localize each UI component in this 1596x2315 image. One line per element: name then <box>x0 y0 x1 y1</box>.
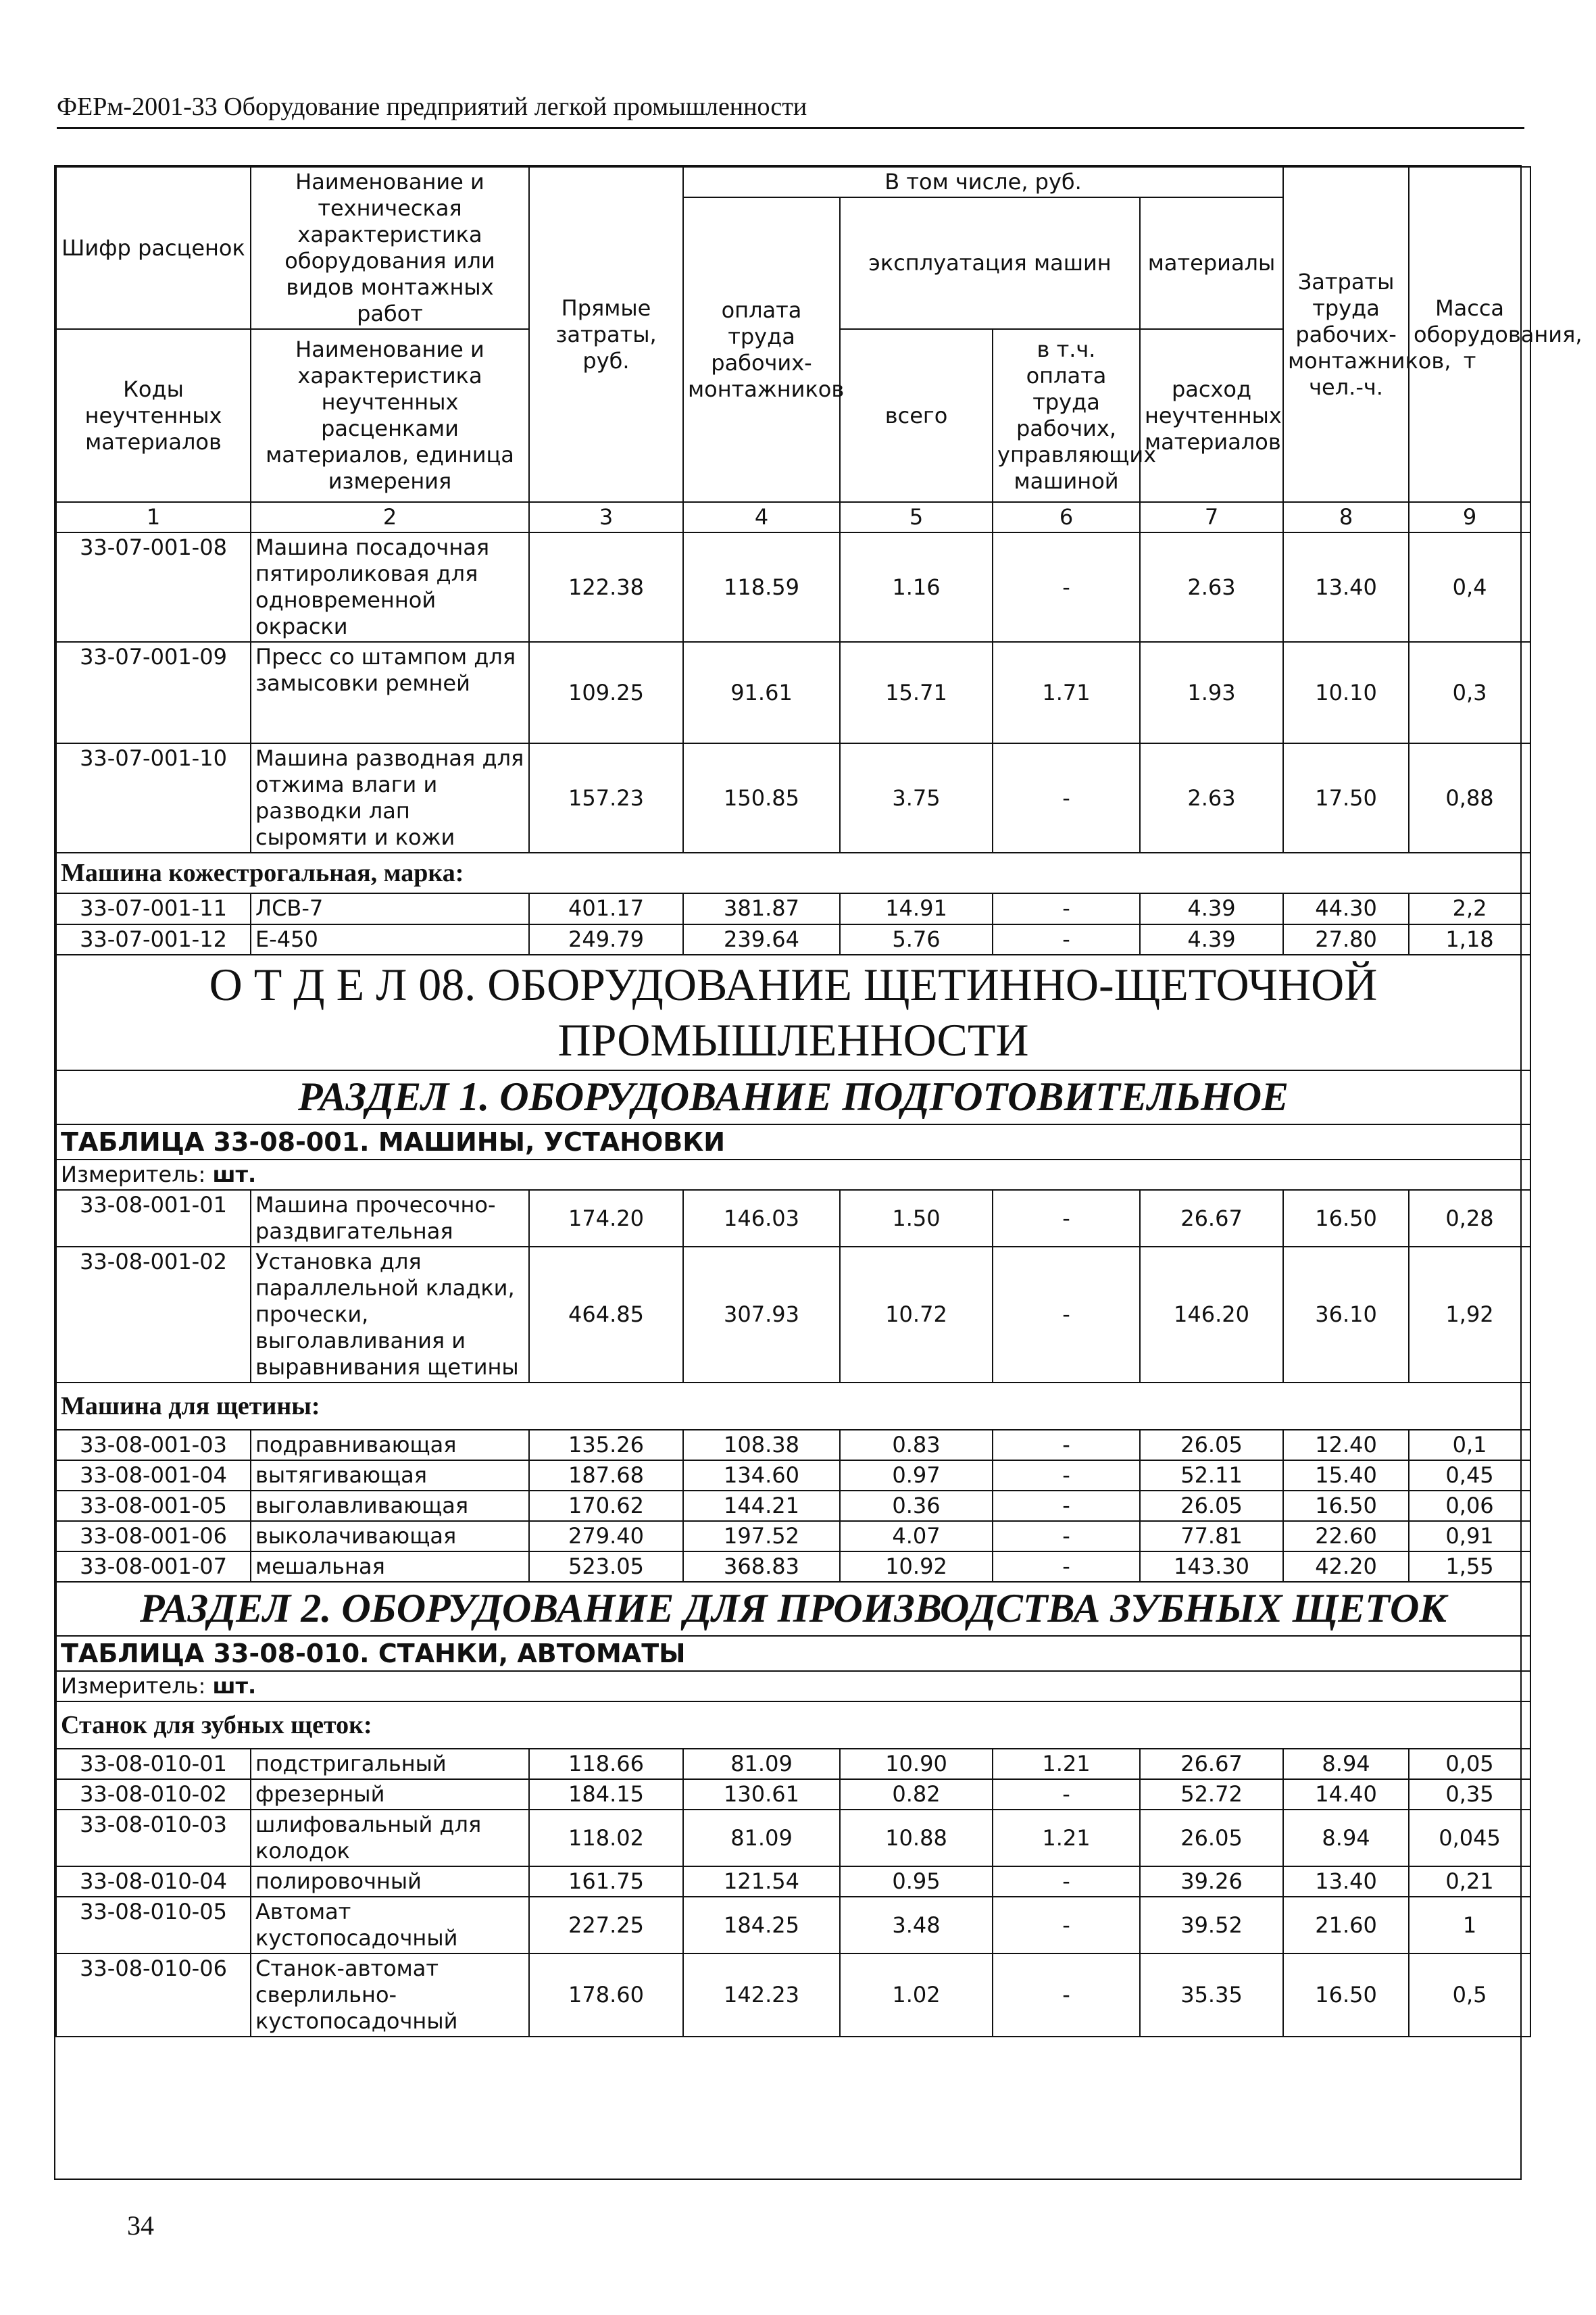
header-col7: расход неучтенных материалов <box>1140 329 1283 502</box>
machine-labor-cost: - <box>993 1491 1140 1521</box>
header-materials: материалы <box>1140 197 1283 329</box>
direct-cost: 464.85 <box>529 1247 683 1383</box>
equipment-mass: 0,3 <box>1409 642 1530 743</box>
equipment-name: выголавливающая <box>251 1491 529 1521</box>
header-col1-top: Шифр расценок <box>56 167 251 329</box>
column-numbers-row <box>56 502 1530 532</box>
equipment-name: мешальная <box>251 1551 529 1582</box>
column-number: 6 <box>993 502 1140 532</box>
rate-code: 33-08-010-01 <box>56 1749 251 1779</box>
equipment-name: подравнивающая <box>251 1430 529 1460</box>
direct-cost: 161.75 <box>529 1866 683 1897</box>
table-title: ТАБЛИЦА 33-08-010. СТАНКИ, АВТОМАТЫ <box>56 1636 1530 1671</box>
section-heading: О Т Д Е Л 08. ОБОРУДОВАНИЕ ЩЕТИННО-ЩЕТОЧНОЙ ПРОМЫШЛЕННОСТИ <box>56 955 1530 1071</box>
table-row <box>56 1190 1530 1247</box>
labor-cost: 307.93 <box>683 1247 840 1383</box>
labor-hours: 15.40 <box>1283 1460 1409 1491</box>
labor-cost: 197.52 <box>683 1521 840 1551</box>
materials-cost: 26.05 <box>1140 1810 1283 1866</box>
machine-labor-cost: - <box>993 743 1140 853</box>
labor-hours: 13.40 <box>1283 1866 1409 1897</box>
header-group: В том числе, руб. <box>683 167 1283 197</box>
labor-hours: 16.50 <box>1283 1190 1409 1247</box>
labor-hours: 42.20 <box>1283 1551 1409 1582</box>
direct-cost: 178.60 <box>529 1953 683 2037</box>
materials-cost: 26.05 <box>1140 1430 1283 1460</box>
labor-cost: 121.54 <box>683 1866 840 1897</box>
equipment-mass: 0,5 <box>1409 1953 1530 2037</box>
direct-cost: 109.25 <box>529 642 683 743</box>
direct-cost: 118.66 <box>529 1749 683 1779</box>
equipment-name: Машина посадочная пятироликовая для одновременной окраски <box>251 532 529 642</box>
table-row <box>56 1866 1530 1897</box>
equipment-mass: 0,91 <box>1409 1521 1530 1551</box>
direct-cost: 184.15 <box>529 1779 683 1810</box>
subsection-heading: РАЗДЕЛ 2. ОБОРУДОВАНИЕ ДЛЯ ПРОИЗВОДСТВА ЗУБНЫХ ЩЕТОК <box>56 1582 1530 1635</box>
equipment-mass: 0,4 <box>1409 532 1530 642</box>
table-row <box>56 1779 1530 1810</box>
rate-code: 33-08-001-02 <box>56 1247 251 1383</box>
machine-labor-cost: - <box>993 924 1140 955</box>
machine-cost: 0.82 <box>840 1779 993 1810</box>
equipment-mass: 0,88 <box>1409 743 1530 853</box>
labor-cost: 118.59 <box>683 532 840 642</box>
labor-hours: 27.80 <box>1283 924 1409 955</box>
materials-cost: 143.30 <box>1140 1551 1283 1582</box>
measure-unit-value: шт. <box>212 1672 257 1699</box>
measure-unit-line <box>56 1160 1530 1190</box>
materials-cost: 146.20 <box>1140 1247 1283 1383</box>
measure-unit-label: Измеритель: <box>61 1161 206 1187</box>
rate-code: 33-07-001-11 <box>56 893 251 924</box>
subgroup-heading: Станок для зубных щеток: <box>56 1701 1530 1749</box>
materials-cost: 39.26 <box>1140 1866 1283 1897</box>
subgroup-heading: Машина для щетины: <box>56 1383 1530 1430</box>
rate-code: 33-08-010-03 <box>56 1810 251 1866</box>
materials-cost: 26.05 <box>1140 1491 1283 1521</box>
rate-code: 33-08-001-03 <box>56 1430 251 1460</box>
labor-hours: 16.50 <box>1283 1953 1409 2037</box>
machine-labor-cost: - <box>993 1551 1140 1582</box>
column-number: 7 <box>1140 502 1283 532</box>
header-col3: Прямые затраты, руб. <box>529 167 683 502</box>
column-number: 4 <box>683 502 840 532</box>
table-row <box>56 1521 1530 1551</box>
measure-unit-line <box>56 1671 1530 1701</box>
labor-cost: 142.23 <box>683 1953 840 2037</box>
machine-cost: 0.36 <box>840 1491 993 1521</box>
rate-code: 33-08-001-06 <box>56 1521 251 1551</box>
rates-table <box>55 166 1582 2037</box>
header-col6: в т.ч. оплата труда рабочих, управляющих машиной <box>993 329 1140 502</box>
materials-cost: 2.63 <box>1140 532 1283 642</box>
machine-labor-cost: 1.21 <box>993 1810 1140 1866</box>
machine-labor-cost: 1.71 <box>993 642 1140 743</box>
direct-cost: 227.25 <box>529 1897 683 1953</box>
labor-hours: 17.50 <box>1283 743 1409 853</box>
equipment-mass: 1,92 <box>1409 1247 1530 1383</box>
rate-code: 33-08-001-07 <box>56 1551 251 1582</box>
column-number: 3 <box>529 502 683 532</box>
table-row <box>56 924 1530 955</box>
rate-code: 33-08-001-04 <box>56 1460 251 1491</box>
direct-cost: 135.26 <box>529 1430 683 1460</box>
equipment-name: Машина прочесочно-раздвигательная <box>251 1190 529 1247</box>
direct-cost: 118.02 <box>529 1810 683 1866</box>
page-header: ФЕРм-2001-33 Оборудование предприятий легкой промышленности <box>57 92 1524 129</box>
equipment-mass: 2,2 <box>1409 893 1530 924</box>
rate-code: 33-08-001-05 <box>56 1491 251 1521</box>
machine-cost: 4.07 <box>840 1521 993 1551</box>
equipment-name: шлифовальный для колодок <box>251 1810 529 1866</box>
table-row <box>56 1491 1530 1521</box>
equipment-name: Машина разводная для отжима влаги и разводки лап сыромяти и кожи <box>251 743 529 853</box>
labor-hours: 36.10 <box>1283 1247 1409 1383</box>
machine-labor-cost: - <box>993 1430 1140 1460</box>
labor-cost: 144.21 <box>683 1491 840 1521</box>
table-title: ТАБЛИЦА 33-08-001. МАШИНЫ, УСТАНОВКИ <box>56 1124 1530 1160</box>
machine-cost: 0.95 <box>840 1866 993 1897</box>
machine-labor-cost: - <box>993 1247 1140 1383</box>
rate-code: 33-08-010-04 <box>56 1866 251 1897</box>
machine-cost: 14.91 <box>840 893 993 924</box>
machine-labor-cost: - <box>993 1779 1140 1810</box>
machine-cost: 0.97 <box>840 1460 993 1491</box>
equipment-mass: 0,045 <box>1409 1810 1530 1866</box>
table-row <box>56 532 1530 642</box>
table-row <box>56 893 1530 924</box>
header-col4: оплата труда рабочих-монтажников <box>683 197 840 502</box>
rates-table-frame <box>54 165 1582 2180</box>
labor-cost: 81.09 <box>683 1810 840 1866</box>
header-col2-top: Наименование и техническая характеристика оборудования или видов монтажных работ <box>251 167 529 329</box>
equipment-name: Пресс со штампом для замысовки ремней <box>251 642 529 743</box>
materials-cost: 35.35 <box>1140 1953 1283 2037</box>
direct-cost: 170.62 <box>529 1491 683 1521</box>
equipment-name: ЛСВ-7 <box>251 893 529 924</box>
labor-hours: 10.10 <box>1283 642 1409 743</box>
column-number: 2 <box>251 502 529 532</box>
direct-cost: 523.05 <box>529 1551 683 1582</box>
rate-code: 33-08-010-06 <box>56 1953 251 2037</box>
labor-cost: 146.03 <box>683 1190 840 1247</box>
machine-cost: 1.02 <box>840 1953 993 2037</box>
machine-labor-cost: - <box>993 532 1140 642</box>
machine-labor-cost: 1.21 <box>993 1749 1140 1779</box>
header-col1-bottom: Коды неучтенных материалов <box>56 329 251 502</box>
materials-cost: 1.93 <box>1140 642 1283 743</box>
materials-cost: 77.81 <box>1140 1521 1283 1551</box>
direct-cost: 249.79 <box>529 924 683 955</box>
rate-code: 33-08-010-02 <box>56 1779 251 1810</box>
machine-cost: 10.92 <box>840 1551 993 1582</box>
labor-hours: 16.50 <box>1283 1491 1409 1521</box>
machine-labor-cost: - <box>993 1866 1140 1897</box>
materials-cost: 2.63 <box>1140 743 1283 853</box>
labor-hours: 21.60 <box>1283 1897 1409 1953</box>
equipment-mass: 1,18 <box>1409 924 1530 955</box>
labor-hours: 13.40 <box>1283 532 1409 642</box>
machine-labor-cost: - <box>993 1460 1140 1491</box>
labor-hours: 44.30 <box>1283 893 1409 924</box>
equipment-name: Установка для параллельной кладки, прочески, выголавливания и выравнивания щетины <box>251 1247 529 1383</box>
equipment-mass: 0,45 <box>1409 1460 1530 1491</box>
measure-unit-label: Измеритель: <box>61 1672 206 1699</box>
header-col5: всего <box>840 329 993 502</box>
labor-cost: 108.38 <box>683 1430 840 1460</box>
machine-labor-cost: - <box>993 1953 1140 2037</box>
labor-cost: 150.85 <box>683 743 840 853</box>
machine-cost: 3.48 <box>840 1897 993 1953</box>
column-number: 5 <box>840 502 993 532</box>
labor-cost: 368.83 <box>683 1551 840 1582</box>
labor-cost: 91.61 <box>683 642 840 743</box>
machine-labor-cost: - <box>993 1521 1140 1551</box>
materials-cost: 4.39 <box>1140 924 1283 955</box>
measure-unit-value: шт. <box>212 1161 257 1187</box>
equipment-mass: 1,55 <box>1409 1551 1530 1582</box>
equipment-name: вытягивающая <box>251 1460 529 1491</box>
header-exploitation: эксплуатация машин <box>840 197 1140 329</box>
materials-cost: 52.72 <box>1140 1779 1283 1810</box>
rate-code: 33-07-001-10 <box>56 743 251 853</box>
equipment-mass: 0,05 <box>1409 1749 1530 1779</box>
machine-labor-cost: - <box>993 1897 1140 1953</box>
table-row <box>56 1430 1530 1460</box>
machine-cost: 1.50 <box>840 1190 993 1247</box>
machine-cost: 3.75 <box>840 743 993 853</box>
rate-code: 33-07-001-09 <box>56 642 251 743</box>
machine-labor-cost: - <box>993 1190 1140 1247</box>
table-row <box>56 743 1530 853</box>
equipment-name: фрезерный <box>251 1779 529 1810</box>
direct-cost: 122.38 <box>529 532 683 642</box>
labor-cost: 381.87 <box>683 893 840 924</box>
table-row <box>56 1810 1530 1866</box>
labor-hours: 8.94 <box>1283 1810 1409 1866</box>
equipment-name: подстригальный <box>251 1749 529 1779</box>
header-col9: Масса оборудования, т <box>1409 167 1530 502</box>
direct-cost: 157.23 <box>529 743 683 853</box>
table-row <box>56 1551 1530 1582</box>
machine-cost: 10.72 <box>840 1247 993 1383</box>
table-row <box>56 1247 1530 1383</box>
equipment-name: полировочный <box>251 1866 529 1897</box>
page-number: 34 <box>127 2210 154 2241</box>
direct-cost: 279.40 <box>529 1521 683 1551</box>
labor-hours: 8.94 <box>1283 1749 1409 1779</box>
equipment-mass: 1 <box>1409 1897 1530 1953</box>
labor-hours: 14.40 <box>1283 1779 1409 1810</box>
materials-cost: 4.39 <box>1140 893 1283 924</box>
materials-cost: 26.67 <box>1140 1749 1283 1779</box>
equipment-name: выколачивающая <box>251 1521 529 1551</box>
labor-hours: 22.60 <box>1283 1521 1409 1551</box>
table-row <box>56 1953 1530 2037</box>
table-row <box>56 1897 1530 1953</box>
equipment-mass: 0,28 <box>1409 1190 1530 1247</box>
machine-cost: 15.71 <box>840 642 993 743</box>
machine-cost: 1.16 <box>840 532 993 642</box>
column-number: 9 <box>1409 502 1530 532</box>
machine-labor-cost: - <box>993 893 1140 924</box>
rate-code: 33-08-010-05 <box>56 1897 251 1953</box>
direct-cost: 401.17 <box>529 893 683 924</box>
column-number: 8 <box>1283 502 1409 532</box>
equipment-name: Е-450 <box>251 924 529 955</box>
labor-cost: 130.61 <box>683 1779 840 1810</box>
header-col8: Затраты труда рабочих-монтажников, чел.-ч. <box>1283 167 1409 502</box>
direct-cost: 187.68 <box>529 1460 683 1491</box>
labor-cost: 184.25 <box>683 1897 840 1953</box>
labor-cost: 134.60 <box>683 1460 840 1491</box>
materials-cost: 52.11 <box>1140 1460 1283 1491</box>
equipment-mass: 0,35 <box>1409 1779 1530 1810</box>
subsection-heading: РАЗДЕЛ 1. ОБОРУДОВАНИЕ ПОДГОТОВИТЕЛЬНОЕ <box>56 1070 1530 1124</box>
equipment-mass: 0,06 <box>1409 1491 1530 1521</box>
labor-hours: 12.40 <box>1283 1430 1409 1460</box>
equipment-name: Автомат кустопосадочный <box>251 1897 529 1953</box>
machine-cost: 0.83 <box>840 1430 993 1460</box>
materials-cost: 39.52 <box>1140 1897 1283 1953</box>
table-row <box>56 1460 1530 1491</box>
labor-cost: 81.09 <box>683 1749 840 1779</box>
rate-code: 33-07-001-12 <box>56 924 251 955</box>
column-number: 1 <box>56 502 251 532</box>
machine-cost: 5.76 <box>840 924 993 955</box>
direct-cost: 174.20 <box>529 1190 683 1247</box>
subgroup-heading: Машина кожестрогальная, марка: <box>56 853 1530 893</box>
materials-cost: 26.67 <box>1140 1190 1283 1247</box>
table-row <box>56 1749 1530 1779</box>
machine-cost: 10.88 <box>840 1810 993 1866</box>
table-row <box>56 642 1530 743</box>
machine-cost: 10.90 <box>840 1749 993 1779</box>
rate-code: 33-08-001-01 <box>56 1190 251 1247</box>
header-col2-bottom: Наименование и характеристика неучтенных расценками материалов, единица измерения <box>251 329 529 502</box>
rate-code: 33-07-001-08 <box>56 532 251 642</box>
equipment-mass: 0,1 <box>1409 1430 1530 1460</box>
labor-cost: 239.64 <box>683 924 840 955</box>
equipment-mass: 0,21 <box>1409 1866 1530 1897</box>
equipment-name: Станок-автомат сверлильно-кустопосадочный <box>251 1953 529 2037</box>
